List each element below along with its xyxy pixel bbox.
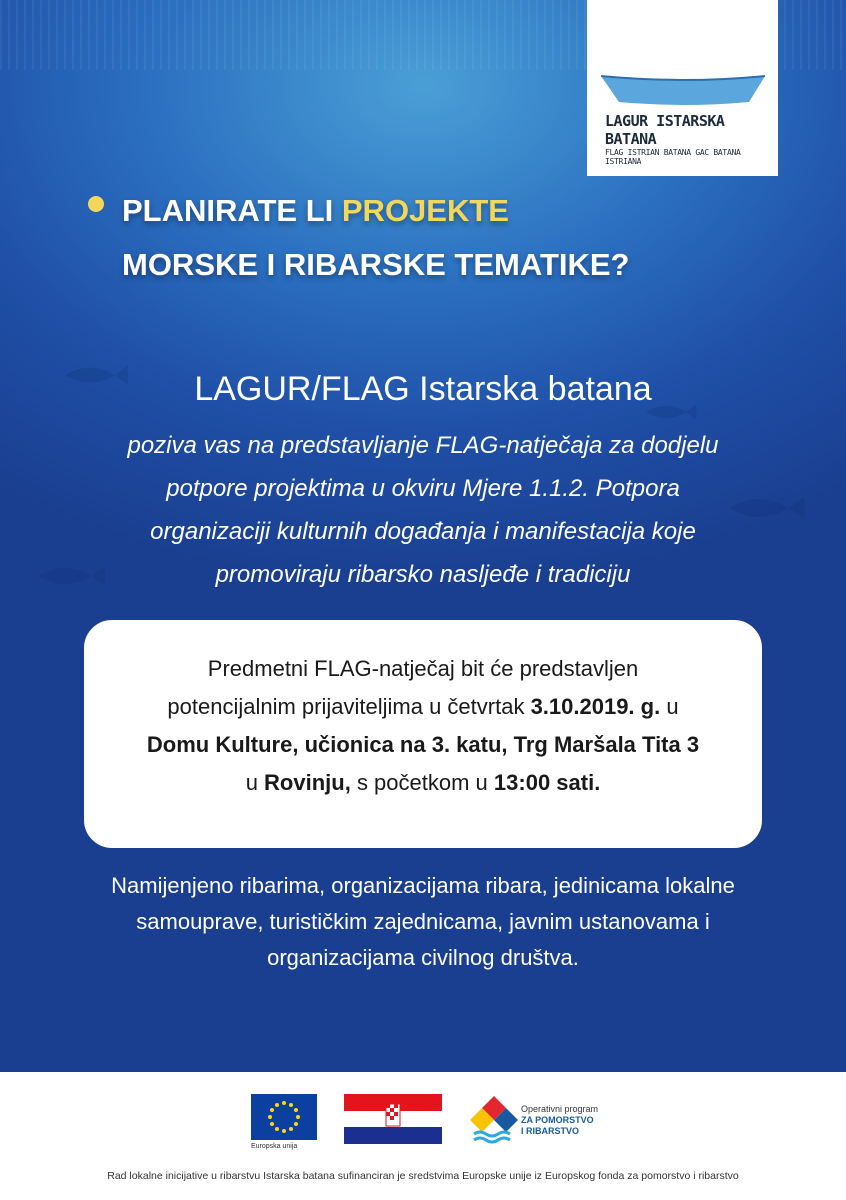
bullet-icon bbox=[88, 196, 104, 212]
audience-line: Namijenjeno ribarima, organizacijama ribara, jedinicama lokalne bbox=[111, 873, 735, 898]
event-info-box bbox=[82, 618, 764, 850]
invitation-line: poziva vas na predstavljanje FLAG-natječaja za dodjelu bbox=[127, 432, 719, 459]
headline-prefix: PLANIRATE LI bbox=[122, 193, 342, 228]
invitation-line: potpore projektima u okviru Mjere 1.1.2. Potpora bbox=[166, 475, 680, 502]
audience-line: samouprave, turističkim zajednicama, javnim ustanovama i bbox=[136, 909, 710, 934]
eu-label: Europska unija bbox=[251, 1143, 298, 1150]
organization-title: LAGUR/FLAG Istarska batana bbox=[194, 370, 652, 408]
boat-icon bbox=[599, 72, 767, 108]
event-time: 13:00 sati. bbox=[493, 770, 601, 795]
event-line-1: Predmetni FLAG-natječaj bit će predstavljen bbox=[207, 656, 639, 681]
headline-highlight: PROJEKTE bbox=[341, 193, 509, 228]
event-line-2: potencijalnim prijaviteljima u četvrtak 3.10.2019. g. u bbox=[167, 694, 679, 719]
operational-programme-label: Operativni program ZA POMORSTVO I RIBARSTVO bbox=[521, 1104, 599, 1136]
event-date: 3.10.2019. g. bbox=[530, 694, 661, 719]
invitation-line: organizaciji kulturnih događanja i manifestacija koje bbox=[150, 518, 696, 545]
operational-programme-logo-icon bbox=[470, 1094, 518, 1144]
lagur-logo bbox=[587, 0, 778, 176]
event-city: Rovinju, bbox=[264, 770, 351, 795]
eu-flag-icon bbox=[251, 1094, 317, 1140]
audience-text bbox=[30, 868, 816, 976]
logo-subtitle: FLAG ISTRIAN BATANA GAC BATANA ISTRIANA bbox=[605, 148, 741, 166]
invitation-text bbox=[40, 424, 806, 596]
event-line-4: u Rovinju, s početkom u 13:00 sati. bbox=[245, 770, 601, 795]
funding-credit: Rad lokalne inicijative u ribarstvu Istarska batana sufinanciran je sredstvima Europske unije iz Europskog fonda za pomorstvo i ribarstvo bbox=[107, 1170, 739, 1182]
audience-line: organizacijama civilnog društva. bbox=[267, 945, 579, 970]
logo-name: LAGUR ISTARSKA BATANA bbox=[605, 112, 725, 148]
invitation-line: promoviraju ribarsko nasljeđe i tradiciju bbox=[215, 561, 631, 588]
croatia-flag-icon bbox=[344, 1094, 442, 1144]
footer-logos bbox=[0, 1072, 846, 1172]
event-venue: Domu Kulture, učionica na 3. katu, Trg Maršala Tita 3 bbox=[146, 732, 700, 757]
headline-line-2: MORSKE I RIBARSKE TEMATIKE? bbox=[122, 247, 630, 282]
